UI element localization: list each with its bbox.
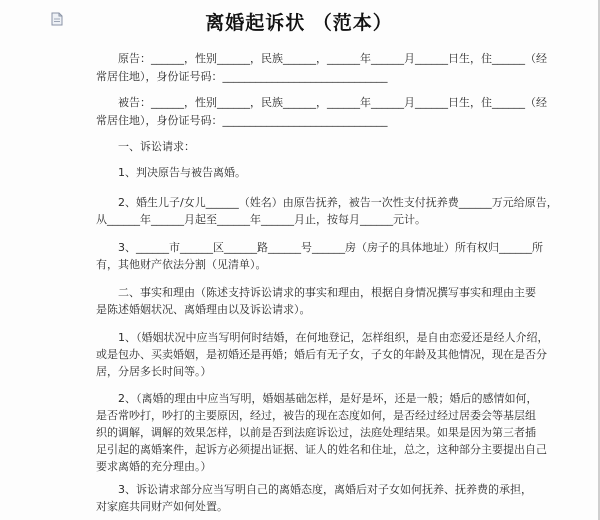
facts-3-line-1: 3、诉讼请求部分应当写明自己的离婚态度，离婚后对子女如何抚养、抚养费的承担， <box>118 483 532 496</box>
facts-2-line-4: 足引起的离婚案件，起诉方必须提出证据、证人的姓名和住址，总之，这种部分主要提出自己 <box>96 443 547 456</box>
facts-1-line-3: 居，分居多长时间等。） <box>96 365 212 378</box>
claim-3-line-1: 3、______市______区______路______号______房（房子的具体地址）所有权归______所 <box>118 241 543 254</box>
document-title: 离婚起诉状 （范本） <box>205 12 393 34</box>
facts-3-line-2: 对家庭共同财产如何处置。 <box>96 500 228 513</box>
claim-3-line-2: 有，其他财产依法分割（见清单）。 <box>96 258 267 271</box>
section-facts-heading-1: 二、事实和理由（陈述支持诉讼请求的事实和理由，根据自身情况撰写事实和理由主要 <box>118 286 536 299</box>
facts-2-line-3: 织的调解，调解的效果怎样，以前是否到法庭诉讼过，法庭处理结果。如果是因为第三者插 <box>96 426 536 439</box>
facts-1-line-2: 或是包办、买卖婚姻，是初婚还是再婚；婚后有无子女，子女的年龄及其他情况，现在是否分 <box>96 348 547 361</box>
section-claims-heading: 一、诉讼请求： <box>118 140 195 153</box>
defendant-line-2: 常居住地），身份证号码：______________________________ <box>96 114 388 127</box>
plaintiff-line-2: 常居住地），身份证号码：______________________________ <box>96 70 388 83</box>
facts-2-line-1: 2、（离婚的理由中应当写明，婚姻基础怎样，是好是坏，还是一般；婚后的感情如何， <box>118 392 538 405</box>
plaintiff-line-1: 原告：______，性别______，民族______，______年______月______日生，住______（经 <box>118 52 547 65</box>
section-facts-heading-2: 是陈述婚姻状况、离婚理由以及诉讼请求）。 <box>96 303 311 316</box>
defendant-line-1: 被告：______，性别______，民族______，______年______月______日生，住______（经 <box>118 96 547 109</box>
facts-2-line-2: 是否常吵打，吵打的主要原因，经过，被告的现在态度如何，是否经过经过居委会等基层组 <box>96 409 536 422</box>
claim-2-line-1: 2、婚生儿子/女儿______（姓名）由原告抚养，被告一次性支付抚养费______万元给原告， <box>118 196 558 209</box>
facts-2-line-5: 要求离婚的充分理由。） <box>96 460 212 473</box>
claim-1-line: 1、判决原告与被告离婚。 <box>118 166 246 179</box>
facts-1-line-1: 1、（婚姻状况中应当写明何时结婚，在何地登记，怎样组织，是自由恋爱还是经人介绍， <box>118 331 549 344</box>
claim-2-line-2: 从______年______月起至______年______月止，按每月______元计。 <box>96 213 426 226</box>
